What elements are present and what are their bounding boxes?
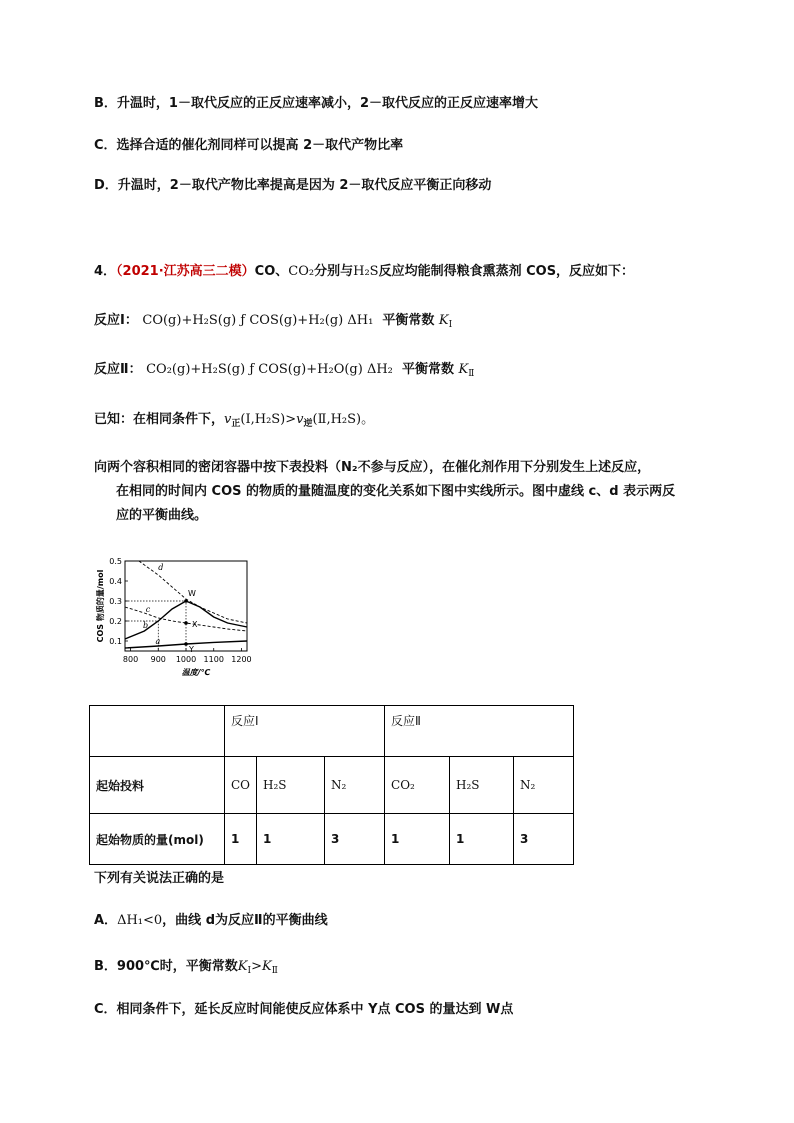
- option-a-expression: ΔH₁<0: [117, 913, 163, 928]
- point-X: [184, 621, 188, 625]
- series-label-a: a: [155, 637, 161, 646]
- k-sub-ii: Ⅱ: [468, 369, 475, 379]
- description-paragraph: [94, 456, 714, 528]
- table-cell: H₂S: [257, 757, 325, 814]
- table-cell: 3: [514, 814, 574, 865]
- question-stem: 下列有关说法正确的是: [94, 871, 225, 886]
- point-W: [184, 599, 188, 603]
- x-tick-label: 1200: [231, 655, 252, 664]
- series-label-d: d: [158, 563, 164, 572]
- table-header-reaction-1: 反应Ⅰ: [225, 706, 385, 757]
- question-4-intro: [94, 263, 634, 281]
- x-tick-label: 800: [122, 655, 139, 664]
- table-cell: CO: [225, 757, 257, 814]
- reaction-1-equation: CO(g)+H₂S(g) ƒ COS(g)+H₂(g) ΔH₁: [142, 313, 374, 328]
- reaction-2-equation: CO₂(g)+H₂S(g) ƒ COS(g)+H₂O(g) ΔH₂: [146, 362, 393, 377]
- known-expression-2: (Ⅱ,H₂S)。: [312, 412, 375, 427]
- description-line-2: 在相同的时间内 COS 的物质的量随温度的变化关系如下图中实线所示。图中虚线 c、d 表示两反: [116, 484, 676, 499]
- k-symbol: K: [458, 362, 469, 377]
- v-sub-reverse: 逆: [303, 419, 313, 429]
- option-d-top: D．升温时，2－取代产物比率提高是因为 2－取代反应平衡正向移动: [94, 178, 492, 193]
- y-tick-label: 0.2: [109, 617, 122, 626]
- option-b: [94, 958, 278, 976]
- x-tick-label: 1100: [203, 655, 224, 664]
- x-tick-label: 1000: [175, 655, 197, 664]
- option-b-expression: >: [251, 959, 262, 974]
- table-header-reaction-2: 反应Ⅱ: [385, 706, 574, 757]
- option-a: [94, 912, 328, 930]
- table-cell: 1: [257, 814, 325, 865]
- table-cell: 1: [385, 814, 450, 865]
- reaction-1-k-label: 平衡常数: [382, 313, 435, 328]
- x-tick-label: 900: [150, 655, 166, 664]
- cos-temperature-chart: [92, 555, 262, 683]
- intro-text-b: 分别与: [314, 264, 354, 279]
- option-b-top: B．升温时，1－取代反应的正反应速率减小，2－取代反应的正反应速率增大: [94, 96, 538, 111]
- y-tick-label: 0.5: [109, 557, 122, 566]
- k-symbol: K: [237, 959, 248, 974]
- y-tick-label: 0.3: [109, 597, 122, 606]
- k-sub-i: Ⅰ: [448, 320, 453, 330]
- intro-text-a: CO、: [254, 264, 289, 279]
- table-corner-cell: [90, 706, 225, 757]
- description-line-1: 向两个容积相同的密闭容器中按下表投料（N₂不参与反应），在催化剂作用下分别发生上述反应，: [94, 460, 651, 475]
- y-tick-label: 0.4: [109, 577, 122, 586]
- point-label-X: X: [192, 620, 198, 629]
- reaction-1: [94, 312, 452, 330]
- option-a-text: ，曲线 d为反应Ⅱ的平衡曲线: [162, 913, 328, 928]
- reaction-1-label: 反应Ⅰ：: [94, 313, 138, 328]
- v-symbol: v: [224, 412, 232, 427]
- v-symbol: v: [296, 412, 304, 427]
- table-row-feed-header: 起始投料: [90, 757, 225, 814]
- point-label-W: W: [188, 589, 196, 598]
- table-cell: N₂: [514, 757, 574, 814]
- v-sub-forward: 正: [231, 419, 241, 429]
- option-c-top: C．选择合适的催化剂同样可以提高 2－取代产物比率: [94, 138, 404, 153]
- k-symbol: K: [438, 313, 449, 328]
- known-condition: [94, 411, 374, 429]
- table-row-amount-header: 起始物质的量(mol): [90, 814, 225, 865]
- k-sub-ii: Ⅱ: [271, 966, 278, 976]
- reaction-2-k-label: 平衡常数: [401, 362, 454, 377]
- point-Y: [184, 642, 188, 646]
- option-a-letter: A．: [94, 913, 118, 928]
- intro-text-c: 反应均能制得粮食熏蒸剂 COS，反应如下：: [378, 264, 635, 279]
- table-cell: H₂S: [450, 757, 514, 814]
- feed-table: [89, 705, 574, 865]
- y-tick-label: 0.1: [109, 637, 122, 646]
- description-line-3: 应的平衡曲线。: [116, 508, 208, 523]
- y-axis-label: COS 物质的量/mol: [96, 569, 105, 643]
- option-b-text: B．900℃时，平衡常数: [94, 959, 238, 974]
- reaction-2: [94, 361, 474, 379]
- point-label-Y: Y: [189, 645, 194, 654]
- question-source: （2021·江苏高三二模）: [116, 264, 255, 279]
- co2-formula: CO₂: [288, 264, 315, 279]
- k-sub-i: Ⅰ: [247, 966, 252, 976]
- k-symbol: K: [261, 959, 272, 974]
- table-cell: 3: [325, 814, 385, 865]
- table-cell: 1: [225, 814, 257, 865]
- reaction-2-label: 反应Ⅱ：: [94, 362, 142, 377]
- question-number: 4．: [94, 264, 117, 279]
- x-axis-label: 温度/℃: [181, 668, 211, 677]
- option-c: C．相同条件下，延长反应时间能使反应体系中 Y点 COS 的量达到 W点: [94, 1002, 514, 1017]
- h2s-formula: H₂S: [353, 264, 379, 279]
- series-label-b: b: [143, 621, 149, 630]
- table-cell: CO₂: [385, 757, 450, 814]
- table-cell: 1: [450, 814, 514, 865]
- series-label-c: c: [145, 605, 151, 614]
- known-expression: (Ⅰ,H₂S)>: [240, 412, 297, 427]
- known-label: 已知：在相同条件下，: [94, 412, 225, 427]
- table-cell: N₂: [325, 757, 385, 814]
